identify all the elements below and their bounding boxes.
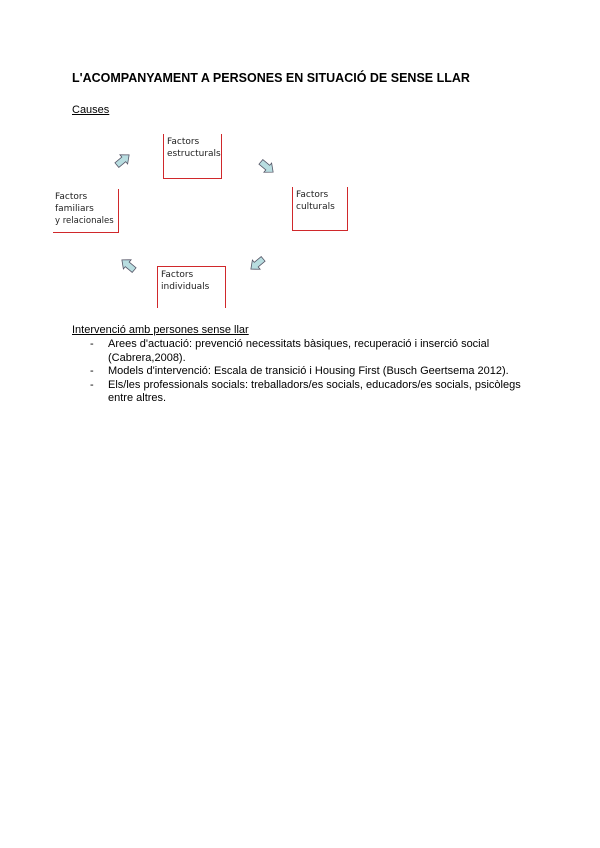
- intervention-heading: Intervenció amb persones sense llar: [72, 324, 249, 336]
- list-item-text: Els/les professionals socials: treballadors/es socials, educadors/es socials, psicòlegs entre altres.: [108, 378, 521, 404]
- list-item: [90, 338, 540, 365]
- list-item: [90, 365, 540, 379]
- list-item-text: Models d'intervenció: Escala de transició i Housing First (Busch Geertsema 2012).: [108, 365, 509, 377]
- page-title: L'ACOMPANYAMENT A PERSONES EN SITUACIÓ DE SENSE LLAR: [72, 71, 470, 85]
- arrow-down-right-icon: [256, 156, 279, 178]
- box-line: Factors: [296, 190, 329, 200]
- box-line: familiars: [55, 204, 94, 214]
- bullet-dash: -: [90, 338, 94, 350]
- box-line: culturals: [296, 202, 335, 212]
- box-line: Factors: [55, 192, 88, 202]
- arrow-up-left-icon: [117, 254, 140, 276]
- box-cultural-factors: [292, 187, 348, 231]
- arrow-up-right-icon: [112, 149, 135, 171]
- box-structural-factors: [163, 134, 222, 179]
- box-family-factors: [53, 189, 119, 233]
- list-item: [90, 379, 540, 406]
- arrow-down-left-icon: [246, 253, 269, 275]
- bullet-dash: -: [90, 365, 94, 377]
- list-item-text: Arees d'actuació: prevenció necessitats bàsiques, recuperació i inserció social (Cabrera,2008).: [108, 338, 490, 364]
- box-line: Factors: [161, 270, 194, 280]
- causes-heading: Causes: [72, 104, 110, 116]
- box-line: estructurals: [167, 149, 221, 159]
- box-line: individuals: [161, 282, 210, 292]
- intervention-list: [90, 338, 540, 406]
- box-individual-factors: [157, 266, 226, 308]
- bullet-dash: -: [90, 378, 94, 391]
- box-line: y relacionales: [55, 216, 114, 226]
- box-line: Factors: [167, 137, 200, 147]
